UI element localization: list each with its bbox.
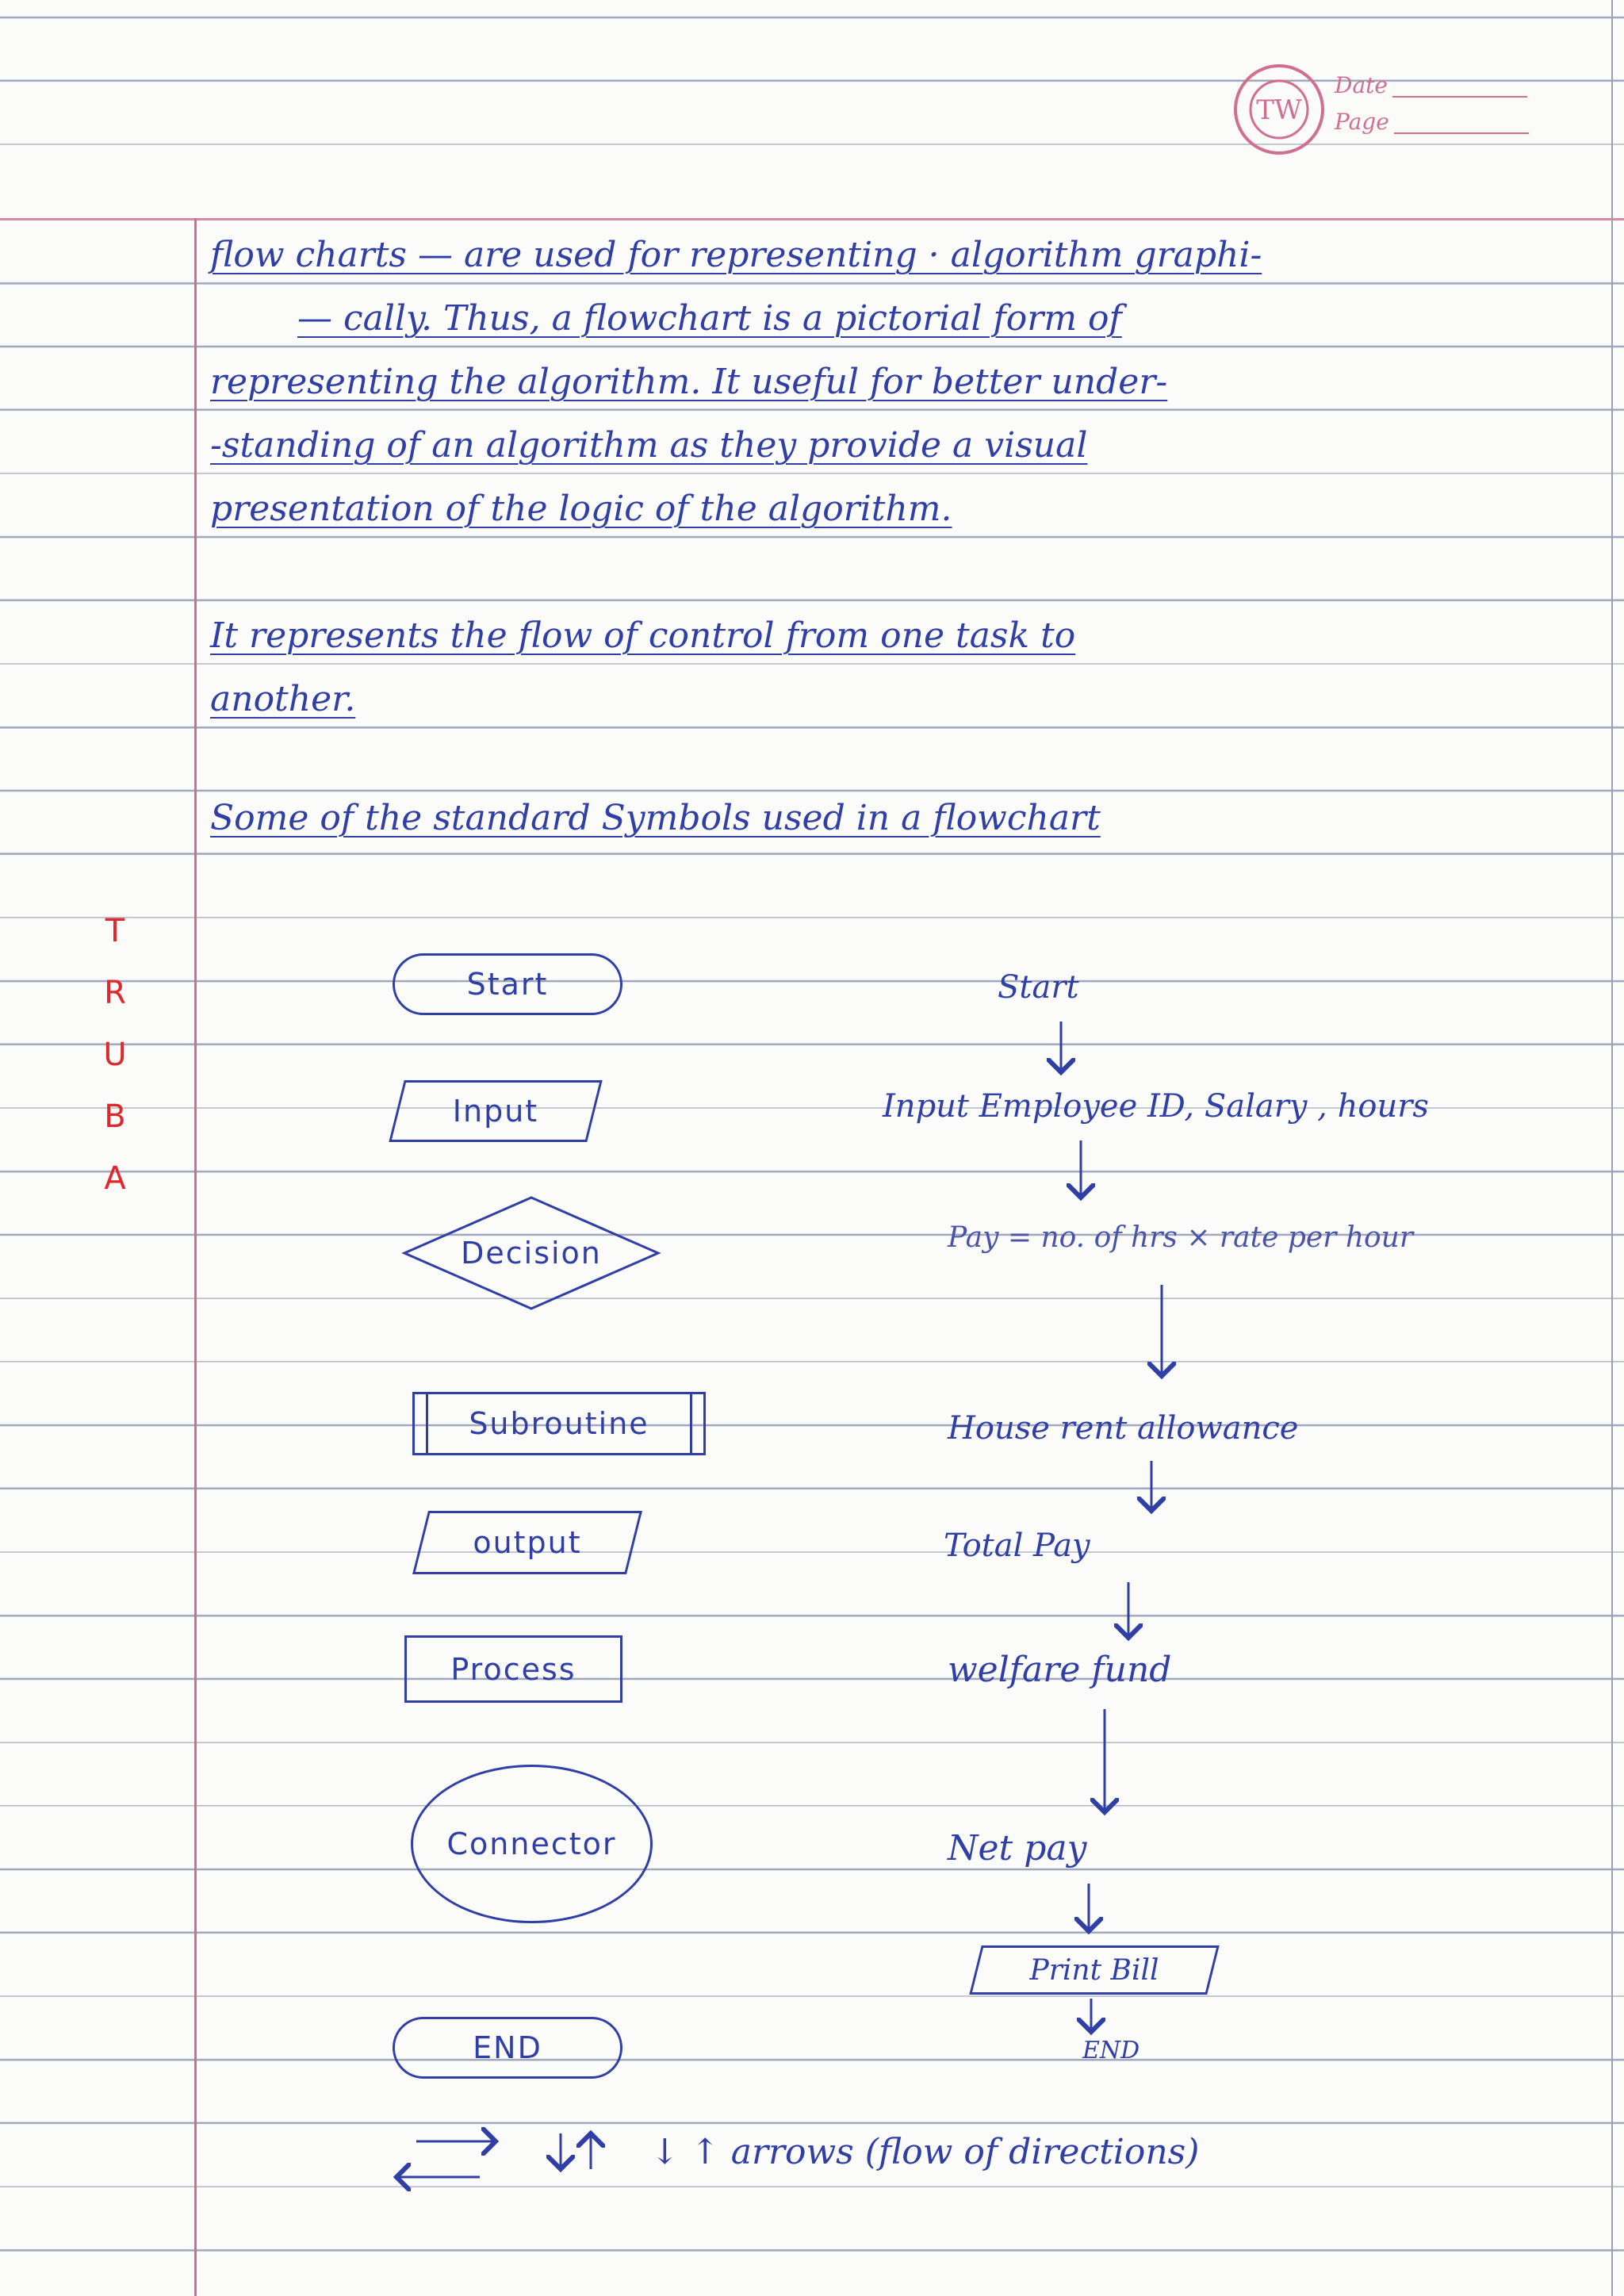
text-line: Some of the standard Symbols used in a flowchart bbox=[210, 798, 1101, 838]
flow-input: Input Employee ID, Salary , hours bbox=[883, 1088, 1429, 1125]
paragraph-symbols-intro bbox=[210, 787, 1550, 850]
logo-letters: TW bbox=[1256, 94, 1302, 126]
flow-end: END bbox=[1082, 2037, 1140, 2064]
flow-total-pay: Total Pay bbox=[944, 1527, 1090, 1564]
flow-start: Start bbox=[998, 969, 1079, 1006]
flow-print-bill: Print Bill bbox=[1029, 1953, 1159, 1987]
margin-letter: R bbox=[104, 975, 126, 1011]
margin-letter: A bbox=[104, 1160, 126, 1197]
margin-letter: B bbox=[104, 1098, 126, 1135]
text-line: presentation of the logic of the algorithm. bbox=[210, 489, 952, 529]
flow-pay-formula: Pay = no. of hrs × rate per hour bbox=[948, 1221, 1414, 1254]
decision-symbol-label: Decision bbox=[461, 1236, 602, 1271]
paragraph-definition bbox=[210, 224, 1550, 541]
text-line: flow charts — are used for representing · algorithm graphi- bbox=[210, 235, 1262, 275]
date-page-block bbox=[1335, 67, 1529, 140]
margin-rule bbox=[194, 218, 197, 2296]
margin-letter: T bbox=[105, 913, 125, 949]
text-line: representing the algorithm. It useful for better under- bbox=[210, 362, 1168, 402]
page-label: Page bbox=[1335, 109, 1389, 135]
output-symbol-label: output bbox=[473, 1525, 582, 1560]
arrows-note: ↓ ↑ arrows (flow of directions) bbox=[650, 2132, 1200, 2172]
paragraph-flow bbox=[210, 604, 1550, 731]
tw-logo bbox=[1231, 62, 1327, 157]
margin-note-truba bbox=[91, 900, 139, 1209]
input-symbol-label: Input bbox=[452, 1094, 539, 1129]
terminal-end-symbol: END bbox=[393, 2017, 622, 2079]
flow-house-rent: House rent allowance bbox=[948, 1410, 1299, 1447]
text-line: It represents the flow of control from one task to bbox=[210, 615, 1076, 656]
date-label: Date bbox=[1335, 72, 1388, 98]
text-line: — cally. Thus, a flowchart is a pictorial form of bbox=[297, 298, 1122, 339]
terminal-start-symbol: Start bbox=[393, 953, 622, 1015]
header-rule bbox=[0, 218, 1624, 220]
margin-letter: U bbox=[103, 1037, 127, 1073]
page-edge bbox=[1611, 0, 1613, 2296]
flow-welfare-fund: welfare fund bbox=[948, 1650, 1172, 1690]
text-line: another. bbox=[210, 679, 356, 719]
flow-net-pay: Net pay bbox=[948, 1828, 1087, 1869]
text-line: -standing of an algorithm as they provide a visual bbox=[210, 425, 1088, 466]
connector-symbol: Connector bbox=[411, 1765, 653, 1923]
subroutine-symbol: Subroutine bbox=[412, 1392, 706, 1455]
process-symbol: Process bbox=[404, 1635, 622, 1703]
